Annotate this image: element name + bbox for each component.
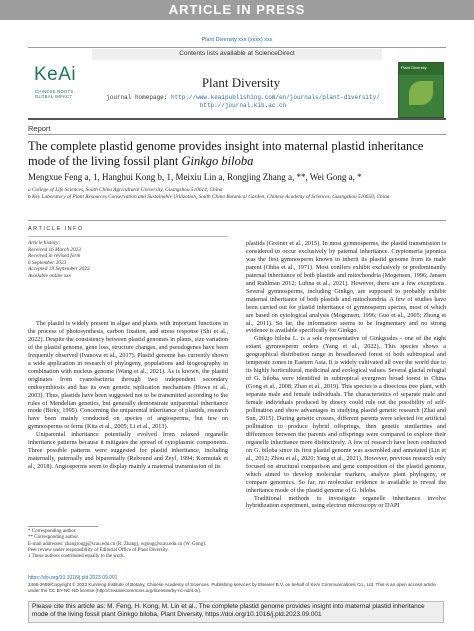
affiliations — [28, 187, 446, 200]
divider — [28, 220, 446, 221]
body-right-column — [246, 240, 446, 510]
article-title — [28, 139, 448, 169]
author-list: Mengxue Feng a, 1, Hanghui Kong b, 1, Meixiu Lin a, Rongjing Zhang a, **, Wei Gong a, * — [28, 172, 362, 182]
journal-homepage-label: journal homepage: — [106, 94, 168, 101]
footnote-emails[interactable]: E-mail addresses: zhangrongj@scau.edu.cn (R. Zhang), wgong@scau.edu.cn (W. Gong). — [28, 541, 207, 547]
divider — [28, 236, 228, 237]
journal-header — [28, 47, 446, 120]
footnotes — [28, 529, 228, 560]
history-label: Article history: — [28, 240, 61, 246]
keai-logo — [34, 64, 106, 114]
citation-box: Please cite this article as: M. Feng, H. Kong, M. Lin et al., The complete plastid genome provides insight into maternal plastid inheritance mode of the living fossil plant Ginkgo biloba, Plant Diversity, https://doi.org/10.1016/j.pld.2023.09.001 — [28, 601, 444, 623]
history-revised: Received in revised form — [28, 253, 81, 260]
article-title-species: Ginkgo biloba — [181, 154, 254, 168]
history-revised-date: 6 September 2023 — [28, 259, 67, 266]
history-accepted: Accepted 19 September 2023 — [28, 266, 90, 273]
article-type: Report — [28, 124, 51, 133]
journal-cover-image — [398, 62, 444, 118]
footnote: * Corresponding author. — [28, 529, 77, 534]
history-received: Received 16 March 2023 — [28, 246, 81, 253]
article-in-press-banner: ARTICLE IN PRESS — [0, 0, 474, 20]
history-online: Available online xxx — [28, 272, 71, 279]
copyright-notice: 2468-2659/Copyright © 2023 Kunming Institute of Botany, Chinese Academy of Sciences. Publishing services by Elsevier B.V. on behalf of KeAi Communications Co., Ltd. This is an open access article under the CC BY-NC-ND license (http://creativecommons.org/licenses/by-nc-nd/4.0/). — [28, 582, 436, 593]
footnote: ** Corresponding author. — [28, 535, 79, 541]
body-left-column — [28, 320, 228, 471]
journal-homepage-link[interactable]: http://www.keaipublishing.com/en/journals/plant-diversity/ — [170, 94, 380, 101]
doi-link[interactable]: https://doi.org/10.1016/j.pld.2023.09.001 — [28, 575, 118, 581]
affiliation-a: a College of Life Sciences, South China Agricultural University, Guangzhou 510614, China — [28, 187, 223, 193]
contents-line[interactable]: Contents lists available at ScienceDirect — [179, 50, 295, 57]
journal-homepage-link-2[interactable]: http://journal.kib.ac.cn — [199, 102, 287, 109]
footnote: Peer review under responsibility of Editorial Office of Plant Diversity. — [28, 547, 169, 553]
body-paragraph: plastids (Greiner et al., 2015). In most gymnosperms, the plastid transmission is considered to occur exclusively by paternal inheritance. Cryptomeria japonica was the first gymnosperm known to inherit its plastid genome from its male parent (Ohba et al., 1971). Most conifers exhibit exclusively or predominantly paternal inheritance of both plastids and mitochondria (Mogensen, 1996; Jansen and Ruhlman 2012; Lubna et al., 2021). However, there are a few exceptions. Several gymnosperms, including Ginkgo, are supposed to probably exhibit maternal inheritance of both plastids and mitochondria. A few of studies have been carried out for plastid inheritance of gymnosperm species, most of which are based on cytological analysis (Mogensen, 1996; Guo et al., 2005; Zhong et al., 2011). So far, the information seems to be fragmentary and no strong evidence is available specifically for Ginkgo. — [246, 240, 446, 335]
body-paragraph: Uniparental inheritance potentially evolved from relaxed organelle inheritance patterns because it mitigates the spread of cytoplasmic components. Three possible patterns were suggested for plastid inheritance, including maternally, paternally and biparentally (Rebound and Zeyl, 1994; Kormutak et al., 2018). Angiosperms seem to display mainly a maternal transmission of its — [28, 431, 228, 471]
article-title-text: The complete plastid genome provides insight into maternal plastid inheritance mode of the living fossil plant — [28, 139, 424, 168]
logo-subtitle: CHINESE ROOTS GLOBAL IMPACT — [35, 89, 74, 99]
cover-title: Plant Diversity — [401, 65, 427, 70]
journal-homepage — [98, 94, 388, 110]
body-paragraph: Traditional methods to investigate organelle inheritance involve hybridization experiment, using electron microscopy or DAPI — [246, 494, 446, 510]
body-paragraph: Ginkgo biloba L. is a sole representative of Ginkgoales - one of the eight extant gymnosperm orders (Yang et al., 2022). This species shows a geographical distribution range in broadleaved forest of both subtropical and temperate zones in Eastern Asia. It is widely cultivated all over the world due to its highly horticultural, medicinal and ecological values. Several glacial refugial of G. biloba were identified in subtropical evergreen broad forest in China (Gong et al., 2008; Zhao et al., 2019). This species is a dioecious tree plant, with separate male and female individuals. The characteristics of separate male and female individuals produced by dioecy could rule out the possibility of self-pollination and show advantages in studying plastid genetic research (Zhai and Sun, 2015). During genetic crosses, different parents were selected for artificial pollination to produce hybrid offsprings, then genetic similarities and differences between the parents and offsprings were compared to explore their organelle inheritance more distinctively. A few of research have been conducted on G. biloba since its first plastid genome was assembled and annotated (Lin et al., 2012; Zhou et al., 2020; Yang et al., 2021). However, previous research only focused on structural comparison and gene composition of the plastid genome, which aimed to develop molecular markers, analyze plant phylogeny, or compare genomics. So far, no molecular evidence is available to reveal the inheritance mode of the plastid genome of G. biloba. — [246, 335, 446, 494]
top-journal-ref[interactable]: Plant Diversity xxx (xxxx) xxx — [201, 37, 273, 43]
footnote-divider — [28, 526, 98, 527]
affiliation-b: b Key Laboratory of Plant Resources Conservation and Sustainable Utilization, South China Botanical Garden, Chinese Academy of Sciences, Guangzhou 510650, China — [28, 193, 390, 200]
journal-title: Plant Diversity — [201, 75, 281, 90]
article-info-heading: ARTICLE INFO — [28, 226, 84, 232]
body-paragraph: The plastid is widely present in algae and plants with important functions in the process of photosynthesis, carbon fixation, and stress response (Shi et al., 2022). Despite the consistency between plastid genomes in plants, size variation of the plastid genome, gene loss, structure changes, and pseudogenes have been frequently observed (Ivanova et al., 2017). Plastid genome has currently shown a wide application in research of phylogeny, populations and biogeography in combination with nucleus genome (Wang et al., 2021). As is known, the plastid originates from cyanobacteria through two independent secondary endosymbiosis and has its own genetic replication mechanism (Howe et al., 2003). Thus, plastids have been suggested not to be transmitted according to the rules of Mendelian genetics, but generally demonstrate uniparental inheritance mode (Birky, 1995). Concerning the uniparental inheritance of plastids, research have been mainly conducted on species of angiosperms, but few on gymnosperms or ferns (Kita et al., 2005; Li et al., 2013). — [28, 320, 228, 431]
article-history — [28, 240, 228, 280]
divider — [28, 134, 446, 135]
logo-title: KeAi — [34, 64, 77, 85]
footnote: 1 These authors contributed equally to the work. — [28, 554, 125, 560]
ginkgo-leaf-icon — [409, 81, 433, 105]
